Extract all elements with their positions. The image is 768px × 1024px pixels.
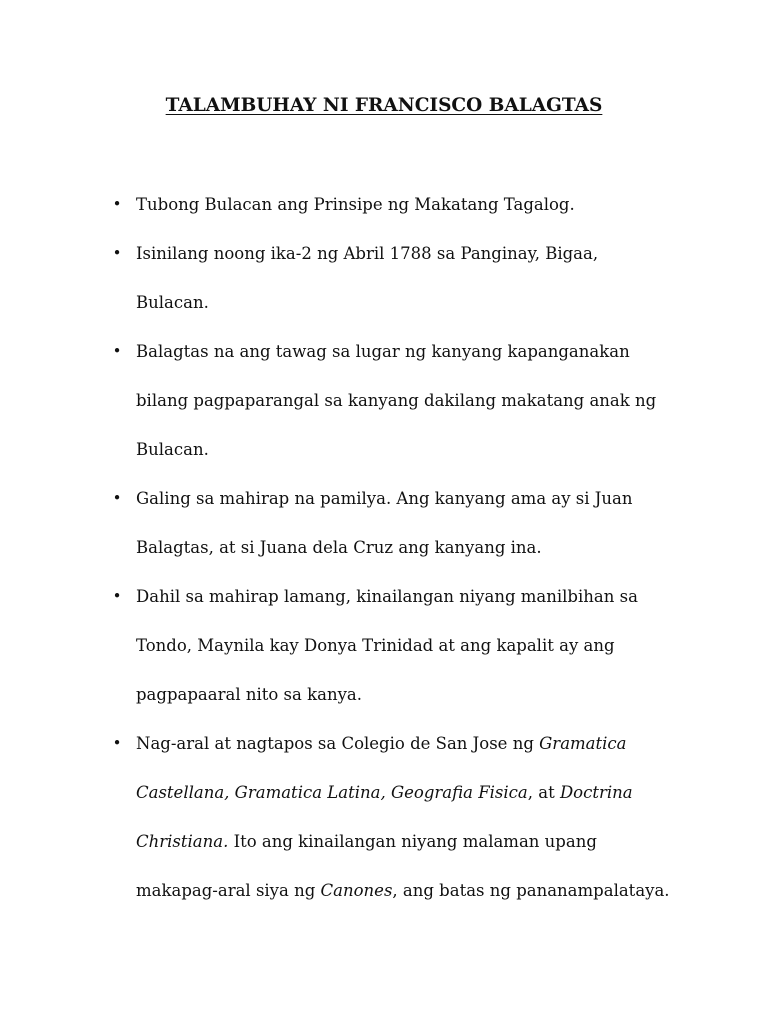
italic-text: Canones — [320, 881, 393, 900]
body-text: Bulacan. — [136, 440, 209, 459]
bullet-list — [0, 180, 768, 915]
body-text: Ito ang kinailangan niyang malaman upang — [228, 832, 597, 851]
bullet-line — [136, 670, 756, 719]
italic-text: Christiana. — [136, 832, 229, 851]
italic-text: Castellana, Gramatica Latina, Geografia Fisica — [136, 783, 528, 802]
bullet-line — [136, 180, 756, 229]
italic-text: Gramatica — [539, 734, 627, 753]
body-text: Balagtas na ang tawag sa lugar ng kanyang kapanganakan — [136, 342, 630, 361]
body-text: Tubong Bulacan ang Prinsipe ng Makatang Tagalog. — [136, 195, 575, 214]
bullet-line — [136, 229, 756, 278]
body-text: bilang pagpaparangal sa kanyang dakilang makatang anak ng — [136, 391, 657, 410]
document-title: TALAMBUHAY NI FRANCISCO BALAGTAS — [165, 95, 603, 116]
bullet-item — [0, 719, 756, 915]
bullet-item — [0, 572, 756, 719]
bullet-item — [0, 229, 756, 327]
italic-text: Doctrina — [559, 783, 633, 802]
bullet-line — [136, 425, 756, 474]
bullet-marker: • — [112, 587, 122, 605]
body-text: , at — [527, 783, 560, 802]
bullet-line — [136, 474, 756, 523]
body-text: Balagtas, at si Juana dela Cruz ang kanyang ina. — [136, 538, 542, 557]
body-text: Tondo, Maynila kay Donya Trinidad at ang kapalit ay ang — [136, 636, 615, 655]
body-text: , ang batas ng pananampalataya. — [392, 881, 670, 900]
body-text: Bulacan. — [136, 293, 209, 312]
bullet-line — [136, 719, 756, 768]
body-text: Galing sa mahirap na pamilya. Ang kanyang ama ay si Juan — [136, 489, 633, 508]
bullet-item — [0, 327, 756, 474]
bullet-line — [136, 572, 756, 621]
body-text: Isinilang noong ika-2 ng Abril 1788 sa Panginay, Bigaa, — [136, 244, 599, 263]
bullet-line — [136, 621, 756, 670]
bullet-line — [136, 768, 756, 817]
bullet-marker: • — [112, 734, 122, 752]
bullet-marker: • — [112, 195, 122, 213]
bullet-line — [136, 523, 756, 572]
body-text: makapag-aral siya ng — [136, 881, 321, 900]
bullet-line — [136, 817, 756, 866]
body-text: Dahil sa mahirap lamang, kinailangan niyang manilbihan sa — [136, 587, 638, 606]
bullet-line — [136, 278, 756, 327]
bullet-marker: • — [112, 244, 122, 262]
body-text: Nag-aral at nagtapos sa Colegio de San Jose ng — [136, 734, 540, 753]
bullet-line — [136, 376, 756, 425]
bullet-marker: • — [112, 342, 122, 360]
bullet-item — [0, 180, 756, 229]
bullet-item — [0, 474, 756, 572]
bullet-marker: • — [112, 489, 122, 507]
bullet-line — [136, 866, 756, 915]
body-text: pagpapaaral nito sa kanya. — [136, 685, 362, 704]
bullet-line — [136, 327, 756, 376]
